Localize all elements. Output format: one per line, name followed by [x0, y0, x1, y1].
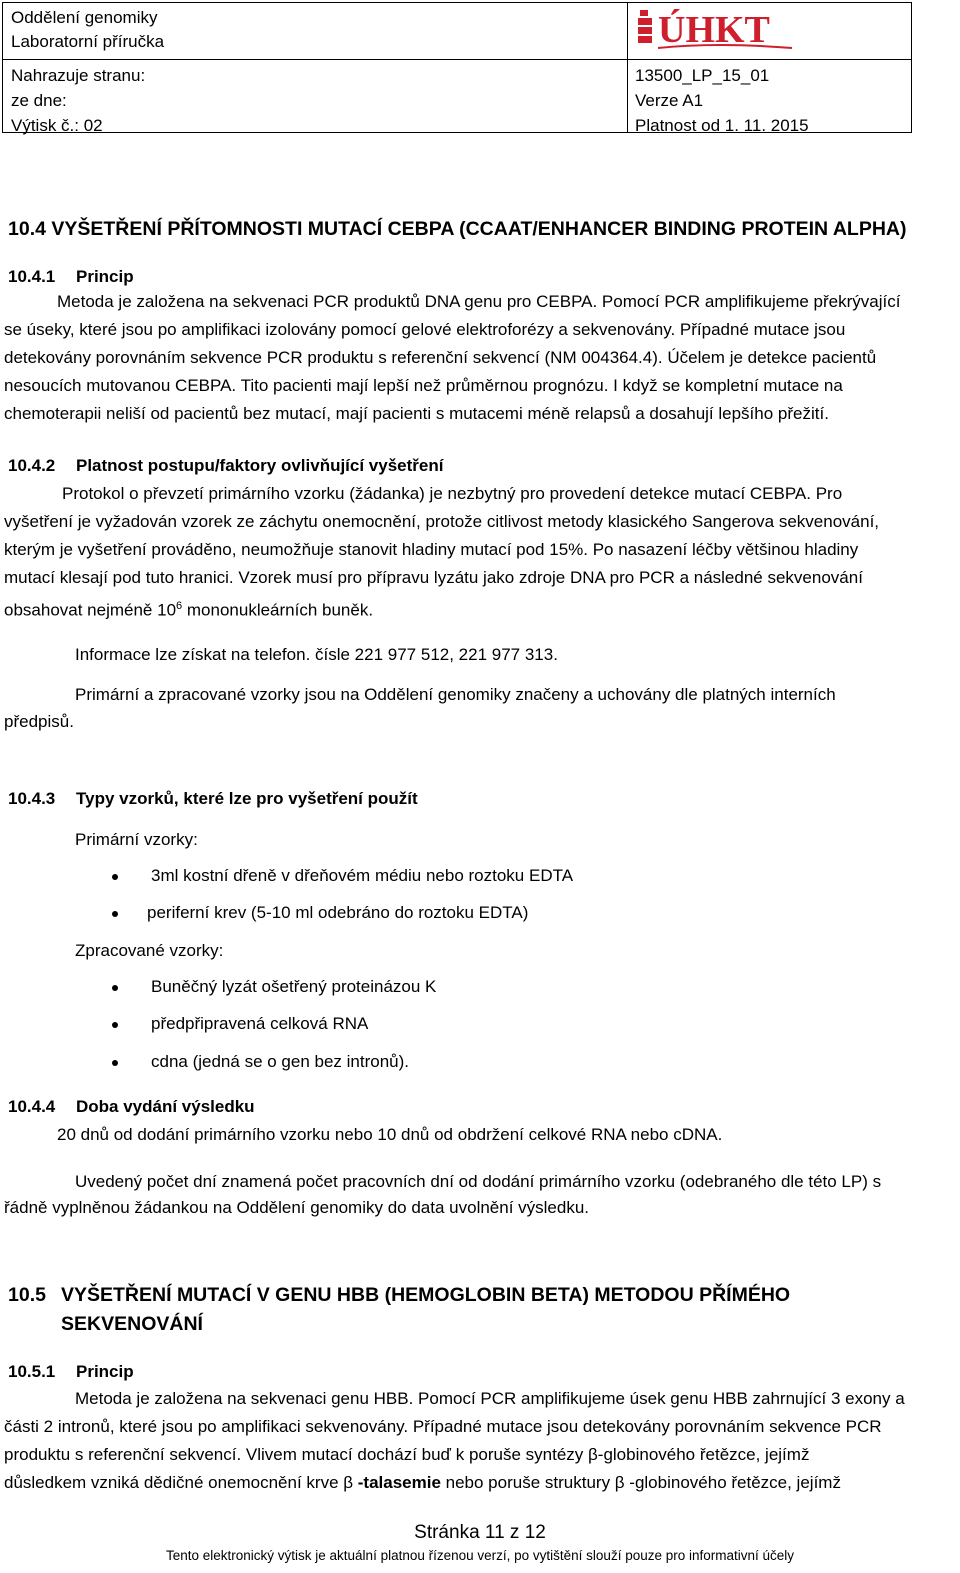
header-dept: Oddělení genomiky [11, 8, 158, 27]
para-principle-line-5: chemoterapii neliší od pacientů bez mutací, mají pacienti s mutacemi méně relapsů a dosahují lepšího přežití. [4, 404, 829, 423]
uhkt-logo-icon [636, 6, 796, 52]
header-print-number: Výtisk č.: 02 [11, 116, 103, 135]
bullet-icon [112, 1022, 118, 1028]
bullet-icon [112, 911, 118, 917]
para-storage-line-1: Primární a zpracované vzorky jsou na Oddělení genomiky značeny a uchovány dle platných interních [75, 685, 836, 704]
page-number: Stránka 11 z 12 [414, 1522, 546, 1543]
section-10-4-4-number: 10.4.4 [8, 1097, 56, 1116]
para-info-phone: Informace lze získat na telefon. čísle 221 977 512, 221 977 313. [75, 645, 558, 664]
para-principle-line-4: nesoucích mutovanou CEBPA. Tito pacienti mají lepší než průměrnou prognózu. I když se kompletní mutace na [4, 376, 843, 395]
para-hbb-line-4: důsledkem vzniká dědičné onemocnění krve β -talasemie nebo poruše struktury β -globinového řetězce, jejímž [4, 1473, 841, 1492]
para-validity-line-4: mutací klesají pod tuto hranici. Vzorek musí pro přípravu lyzátu jako zdroje DNA pro PCR a následné sekvenování [4, 568, 863, 587]
section-10-4-3-number: 10.4.3 [8, 789, 56, 808]
list-item: periferní krev (5-10 ml odebráno do roztoku EDTA) [112, 901, 528, 925]
para-validity-line-5: obsahovat nejméně $10^6$ mononukleárních buněk. [4, 600, 374, 620]
para-principle-line-2: se úseky, které jsou po amplifikaci izolovány pomocí gelové elektroforézy a sekvenovány. Případné mutace jsou [4, 320, 846, 339]
section-10-5-1-number: 10.5.1 [8, 1362, 56, 1381]
section-10-4-2-title: Platnost postupu/faktory ovlivňující vyšetření [76, 456, 444, 475]
list-item: cdna (jedná se o gen bez intronů). [112, 1050, 409, 1074]
section-10-4-1-number: 10.4.1 [8, 267, 56, 286]
section-10-4-title: 10.4 VYŠETŘENÍ PŘÍTOMNOSTI MUTACÍ CEBPA (CCAAT/ENHANCER BINDING PROTEIN ALPHA) [8, 218, 907, 240]
header-doc-code: 13500_LP_15_01 [635, 66, 770, 85]
header-line [3, 59, 911, 60]
header-validity: Platnost od 1. 11. 2015 [635, 116, 809, 135]
header-version: Verze A1 [635, 91, 704, 110]
header-date: ze dne: [11, 91, 67, 110]
section-10-4-3-title: Typy vzorků, které lze pro vyšetření použít [76, 789, 418, 808]
section-10-5-title-line-1: VYŠETŘENÍ MUTACÍ V GENU HBB (HEMOGLOBIN BETA) METODOU PŘÍMÉHO [61, 1284, 791, 1306]
header-doc-type: Laboratorní příručka [11, 32, 165, 51]
para-principle-line-1: Metoda je založena na sekvenaci PCR produktů DNA genu pro CEBPA. Pomocí PCR amplifikujeme překrývající [57, 292, 901, 311]
para-validity-line-3: kterým je vyšetření prováděno, neumožňuje stanovit hladiny mutací pod 15%. Po nasazení léčby většinou hladiny [4, 540, 859, 559]
para-workdays-line-1: Uvedený počet dní znamená počet pracovních dní od dodání primárního vzorku (odebraného dle této LP) s [75, 1172, 882, 1191]
processed-samples-label: Zpracované vzorky: [75, 941, 224, 960]
section-10-5-1-title: Princip [76, 1362, 134, 1381]
para-validity-line-1: Protokol o převzetí primárního vzorku (žádanka) je nezbytný pro provedení detekce mutací CEBPA. Pro [62, 484, 843, 503]
list-item: předpřipravená celková RNA [112, 1012, 368, 1036]
para-principle-line-3: detekovány porovnáním sekvence PCR produktu s referenční sekvencí (NM 004364.4). Účelem je detekce pacientů [4, 348, 877, 367]
header-replaces: Nahrazuje stranu: [11, 66, 146, 85]
section-10-4-4-title: Doba vydání výsledku [76, 1097, 255, 1116]
para-hbb-line-1: Metoda je založena na sekvenaci genu HBB. Pomocí PCR amplifikujeme úsek genu HBB zahrnující 3 exony a [75, 1389, 905, 1408]
para-workdays-line-2: řádně vyplněnou žádankou na Oddělení genomiky do data uvolnění výsledku. [4, 1198, 590, 1217]
para-hbb-line-2: části 2 intronů, které jsou po amplifikaci sekvenovány. Případné mutace jsou detekovány porovnáním sekvence PCR [4, 1417, 882, 1436]
para-storage-line-2: předpisů. [4, 712, 74, 731]
section-10-4-1-title: Princip [76, 267, 134, 286]
svg-text:ÚHKT: ÚHKT [658, 9, 770, 51]
section-10-5-number: 10.5 [8, 1284, 46, 1306]
section-10-4-2-number: 10.4.2 [8, 456, 56, 475]
list-item: 3ml kostní dřeně v dřeňovém médiu nebo roztoku EDTA [112, 864, 573, 888]
footer-note: Tento elektronický výtisk je aktuální platnou řízenou verzí, po vytištění slouží pouze pro informativní účely [165, 1548, 795, 1563]
primary-samples-label: Primární vzorky: [75, 830, 198, 849]
para-turnaround: 20 dnů od dodání primárního vzorku nebo 10 dnů od obdržení celkové RNA nebo cDNA. [57, 1125, 723, 1144]
bullet-icon [112, 985, 118, 991]
para-hbb-line-3: produktu s referenční sekvencí. Vlivem mutací dochází buď k poruše syntézy β-globinového řetězce, jejímž [4, 1445, 810, 1464]
section-10-5-title-line-2: SEKVENOVÁNÍ [61, 1313, 203, 1335]
header-divider [627, 3, 628, 132]
para-validity-line-2: vyšetření je vyžadován vzorek ze záchytu onemocnění, protože citlivost metody klasického Sangerova sekvenování, [4, 512, 880, 531]
list-item: Buněčný lyzát ošetřený proteinázou K [112, 975, 436, 999]
bullet-icon [112, 874, 118, 880]
bullet-icon [112, 1060, 118, 1066]
